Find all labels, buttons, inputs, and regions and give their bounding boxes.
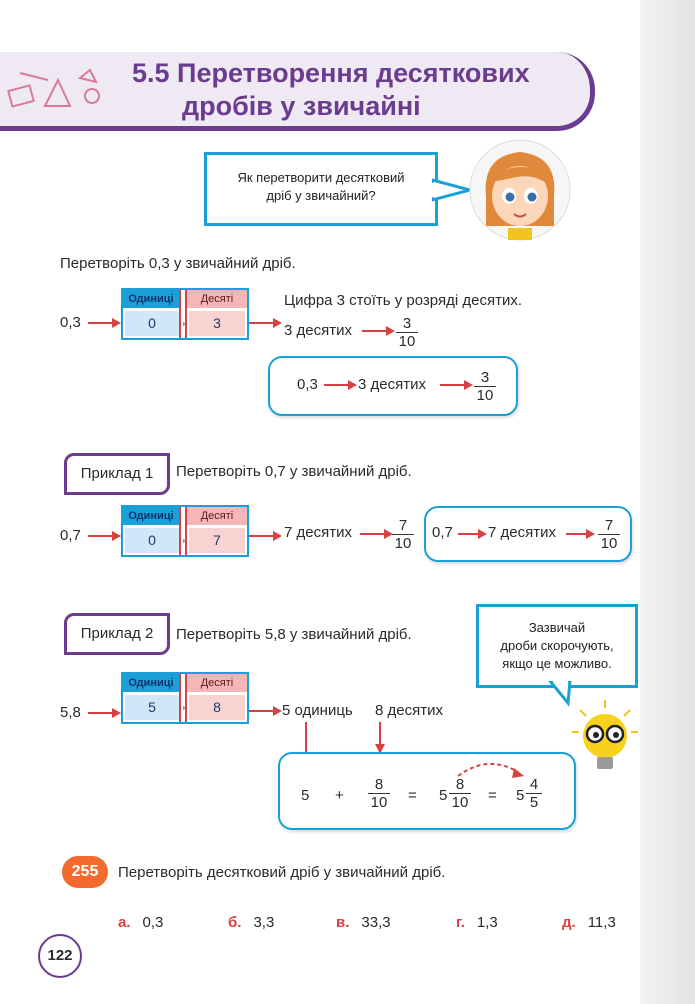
example2-units-text: 5 одиниць	[282, 702, 353, 719]
fraction-numerator: 4	[529, 776, 539, 793]
units-cell: 5	[125, 695, 179, 720]
example2-decimal: 5,8	[60, 704, 81, 721]
summary-tenths-text: 3 десятих	[358, 376, 426, 393]
item-value: 33,3	[361, 914, 391, 931]
eq-plus: +	[335, 787, 344, 804]
item-letter: г.	[456, 914, 465, 931]
summary-decimal: 0,3	[297, 376, 318, 393]
bulb-speech-bubble	[476, 604, 638, 688]
item-value: 3,3	[253, 914, 275, 931]
decimal-comma: ,	[182, 312, 186, 327]
place-value-table-3	[121, 672, 249, 724]
page-title-line1: 5.5 Перетворення десяткових	[132, 58, 530, 88]
eq-whole: 5	[301, 787, 310, 804]
item-value: 1,3	[476, 914, 498, 931]
tenths-header: Десяті	[187, 674, 247, 692]
fraction-numerator: 7	[604, 517, 614, 534]
summary-fraction	[474, 369, 496, 404]
girl-avatar-icon	[468, 138, 572, 242]
example1-summary-tenths: 7 десятих	[488, 524, 556, 541]
fraction-numerator: 8	[455, 776, 465, 793]
fraction-denominator: 10	[392, 534, 414, 552]
item-letter: д.	[562, 914, 576, 931]
girl-speech-line2: дріб у звичайний?	[266, 188, 376, 203]
place-value-table-1	[121, 288, 249, 340]
lightbulb-icon	[570, 698, 640, 778]
example1-decimal: 0,7	[60, 527, 81, 544]
eq-equals-1: =	[408, 787, 417, 804]
eq-simplified-fraction	[526, 776, 542, 811]
arrow-icon	[458, 528, 488, 540]
example1-tenths-text: 7 десятих	[284, 524, 352, 541]
exercise-item-b	[228, 914, 274, 931]
example1-summary-decimal: 0,7	[432, 524, 453, 541]
section1-decimal: 0,3	[60, 314, 81, 331]
exercise-instruction: Перетворіть десятковий дріб у звичайний дріб.	[118, 864, 446, 881]
section1-question: Перетворіть 0,3 у звичайний дріб.	[60, 255, 296, 272]
tenths-header: Десяті	[187, 290, 247, 308]
section1-tenths-text: 3 десятих	[284, 322, 352, 339]
arrow-icon	[440, 379, 474, 391]
example1-fraction	[392, 517, 414, 552]
arrow-icon	[249, 317, 283, 329]
units-cell: 0	[125, 528, 179, 553]
arrow-icon	[566, 528, 596, 540]
fraction-denominator: 10	[474, 386, 496, 404]
example1-question: Перетворіть 0,7 у звичайний дріб.	[176, 463, 412, 480]
item-letter: в.	[336, 914, 350, 931]
section1-fraction	[396, 315, 418, 350]
item-letter: б.	[228, 914, 242, 931]
exercise-item-e	[562, 914, 616, 931]
tenths-cell: 7	[189, 528, 245, 553]
tenths-cell: 3	[189, 311, 245, 336]
place-value-table-2	[121, 505, 249, 557]
fraction-numerator: 8	[374, 776, 384, 793]
fraction-denominator: 10	[449, 793, 471, 811]
page-title-line2: дробів у звичайні	[182, 91, 421, 121]
bulb-speech-line2: дроби скорочують,	[500, 638, 614, 653]
example1-summary-fraction	[598, 517, 620, 552]
eq-simplified-whole: 5	[516, 787, 525, 804]
exercise-number-badge: 255	[62, 856, 108, 888]
decimal-comma: ,	[182, 529, 186, 544]
fraction-numerator: 7	[398, 517, 408, 534]
fraction-denominator: 10	[396, 332, 418, 350]
arrow-icon	[88, 317, 122, 329]
fraction-numerator: 3	[402, 315, 412, 332]
eq-mixed-whole: 5	[439, 787, 448, 804]
example1-tag: Приклад 1	[64, 453, 170, 495]
girl-speech-line1: Як перетворити десятковий	[237, 170, 405, 185]
exercise-item-c	[336, 914, 391, 931]
section1-explain: Цифра 3 стоїть у розряді десятих.	[284, 292, 522, 309]
exercise-item-a	[118, 914, 163, 931]
example2-tag: Приклад 2	[64, 613, 170, 655]
example2-tenths-text: 8 десятих	[375, 702, 443, 719]
eq-fraction	[368, 776, 390, 811]
item-letter: а.	[118, 914, 131, 931]
fraction-denominator: 5	[526, 793, 542, 811]
arrow-icon	[88, 530, 122, 542]
tenths-cell: 8	[189, 695, 245, 720]
units-header: Одиниці	[123, 507, 179, 525]
bulb-speech-line1: Зазвичай	[528, 620, 586, 635]
exercise-item-d	[456, 914, 498, 931]
arrow-icon	[324, 379, 358, 391]
girl-speech-bubble	[204, 152, 438, 226]
eq-mixed-fraction	[449, 776, 471, 811]
arrow-icon	[249, 530, 283, 542]
units-cell: 0	[125, 311, 179, 336]
speech-tail	[432, 178, 472, 202]
page-edge-shade	[640, 0, 695, 1004]
units-header: Одиниці	[123, 290, 179, 308]
item-value: 11,3	[587, 914, 616, 931]
tenths-header: Десяті	[187, 507, 247, 525]
arrow-icon	[362, 325, 396, 337]
decimal-comma: ,	[182, 696, 186, 711]
arrow-icon	[88, 707, 122, 719]
arrow-icon	[360, 528, 394, 540]
units-header: Одиниці	[123, 674, 179, 692]
curved-arrow-icon	[452, 756, 532, 780]
fraction-numerator: 3	[480, 369, 490, 386]
arrow-icon	[249, 705, 283, 717]
bulb-speech-line3: якщо це можливо.	[502, 656, 612, 671]
geometry-tools-icon	[0, 58, 120, 120]
eq-equals-2: =	[488, 787, 497, 804]
fraction-denominator: 10	[598, 534, 620, 552]
page-number: 122	[38, 934, 82, 978]
item-value: 0,3	[142, 914, 164, 931]
fraction-denominator: 10	[368, 793, 390, 811]
example2-question: Перетворіть 5,8 у звичайний дріб.	[176, 626, 412, 643]
